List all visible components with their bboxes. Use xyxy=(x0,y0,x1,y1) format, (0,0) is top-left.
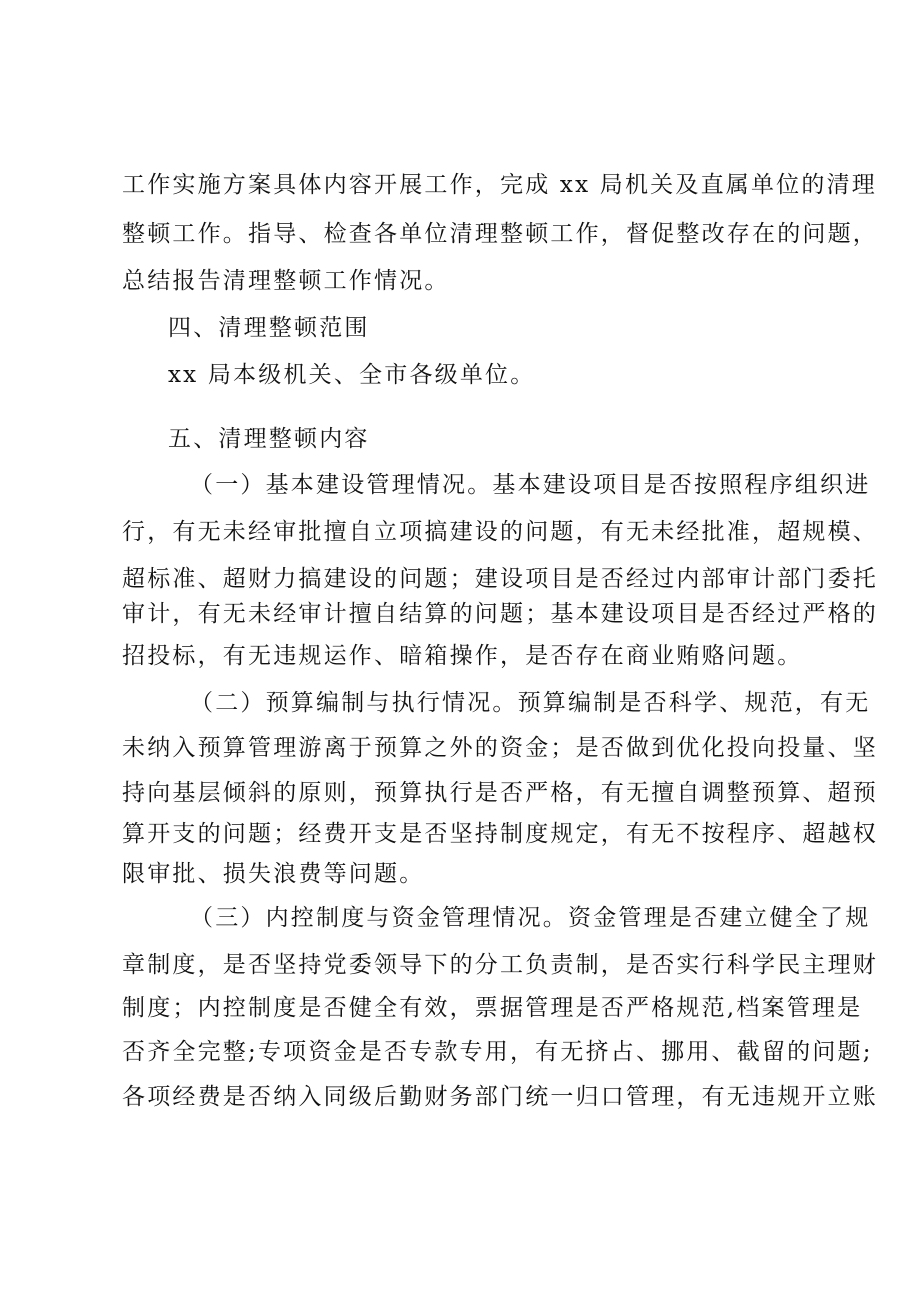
paragraph-line: xx 局本级机关、全市各级单位。 xyxy=(168,362,536,388)
paragraph-line: 限审批、损失浪费等问题。 xyxy=(122,861,425,887)
paragraph-line: 行，有无未经审批擅自立项搞建设的问题，有无未经批准，超规模、 xyxy=(122,519,878,545)
paragraph-line: 总结报告清理整顿工作情况。 xyxy=(122,268,450,294)
paragraph-line: 各项经费是否纳入同级后勤财务部门统一归口管理，有无违规开立账 xyxy=(122,1084,878,1110)
paragraph-line: 否齐全完整;专项资金是否专款专用，有无挤占、挪用、截留的问题; xyxy=(122,1039,873,1065)
paragraph-line: （三）内控制度与资金管理情况。资金管理是否建立健全了规 xyxy=(190,905,871,931)
paragraph-line: 超标准、超财力搞建设的问题；建设项目是否经过内部审计部门委托 xyxy=(122,566,878,592)
paragraph-line: （二）预算编制与执行情况。预算编制是否科学、规范，有无 xyxy=(190,690,871,716)
section-heading: 五、清理整顿内容 xyxy=(168,426,370,452)
section-heading: 四、清理整顿范围 xyxy=(168,315,370,341)
paragraph-line: 章制度，是否坚持党委领导下的分工负责制，是否实行科学民主理财 xyxy=(122,952,878,978)
paragraph-line: 持向基层倾斜的原则，预算执行是否严格，有无擅自调整预算、超预 xyxy=(122,780,878,806)
paragraph-line: （一）基本建设管理情况。基本建设项目是否按照程序组织进 xyxy=(190,472,871,498)
paragraph-line: 招投标，有无违规运作、暗箱操作，是否存在商业贿赂问题。 xyxy=(122,643,803,669)
paragraph-line: 工作实施方案具体内容开展工作，完成 xx 局机关及直属单位的清理 xyxy=(122,172,877,198)
paragraph-line: 算开支的问题；经费开支是否坚持制度规定，有无不按程序、超越权 xyxy=(122,821,878,847)
paragraph-line: 未纳入预算管理游离于预算之外的资金；是否做到优化投向投量、坚 xyxy=(122,735,878,761)
paragraph-line: 审计，有无未经审计擅自结算的问题；基本建设项目是否经过严格的 xyxy=(122,601,878,627)
paragraph-line: 整顿工作。指导、检查各单位清理整顿工作，督促整改存在的问题， xyxy=(122,221,878,247)
paragraph-line: 制度；内控制度是否健全有效，票据管理是否严格规范,档案管理是 xyxy=(122,995,863,1021)
